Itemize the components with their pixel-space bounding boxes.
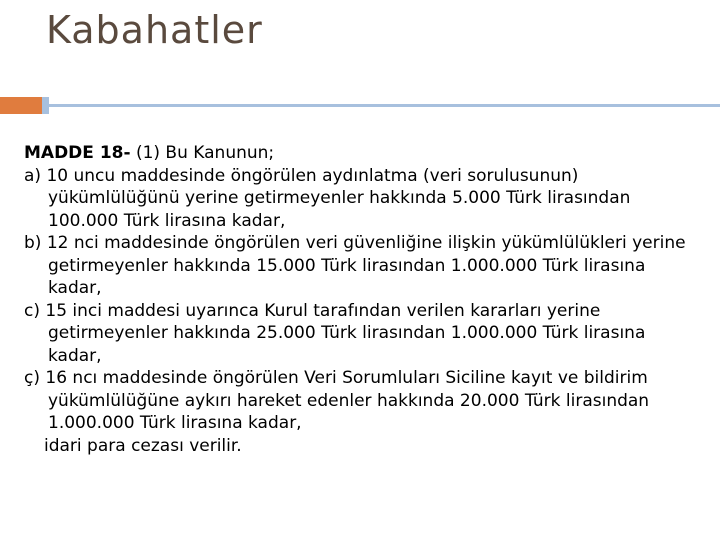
- article-item-c: c) 15 inci maddesi uyarınca Kurul tarafından verilen kararları yerine getirmeyenler hakkında 25.000 Türk lirasından 1.000.000 Türk lirasına kadar,: [24, 300, 646, 366]
- article-item-cc: ç) 16 ncı maddesinde öngörülen Veri Sorumluları Siciline kayıt ve bildirim yükümlülüğüne aykırı hareket edenler hakkında 20.000 Türk lirasından 1.000.000 Türk lirasına kadar,: [24, 368, 650, 433]
- article-item-b: b) 12 nci maddesinde öngörülen veri güvenliğine ilişkin yükümlülükleri yerine getirmeyenler hakkında 15.000 Türk lirasından 1.000.000 Türk lirasına kadar,: [24, 233, 686, 298]
- divider-block: [42, 97, 49, 114]
- divider-line: [49, 104, 720, 107]
- article-intro-text: (1) Bu Kanunun;: [130, 143, 275, 163]
- article-item-a: a) 10 uncu maddesinde öngörülen aydınlatma (veri sorulusunun) yükümlülüğünü yerine getirmeyenler hakkında 5.000 Türk lirasından 100.000 Türk lirasına kadar,: [24, 165, 631, 231]
- slide-title: Kabahatler: [46, 8, 263, 52]
- article-lead: MADDE 18-: [24, 143, 131, 163]
- accent-block: [0, 97, 42, 114]
- article-body: [24, 142, 704, 457]
- article-closing: idari para cezası verilir.: [44, 435, 242, 456]
- article-intro: [24, 142, 704, 165]
